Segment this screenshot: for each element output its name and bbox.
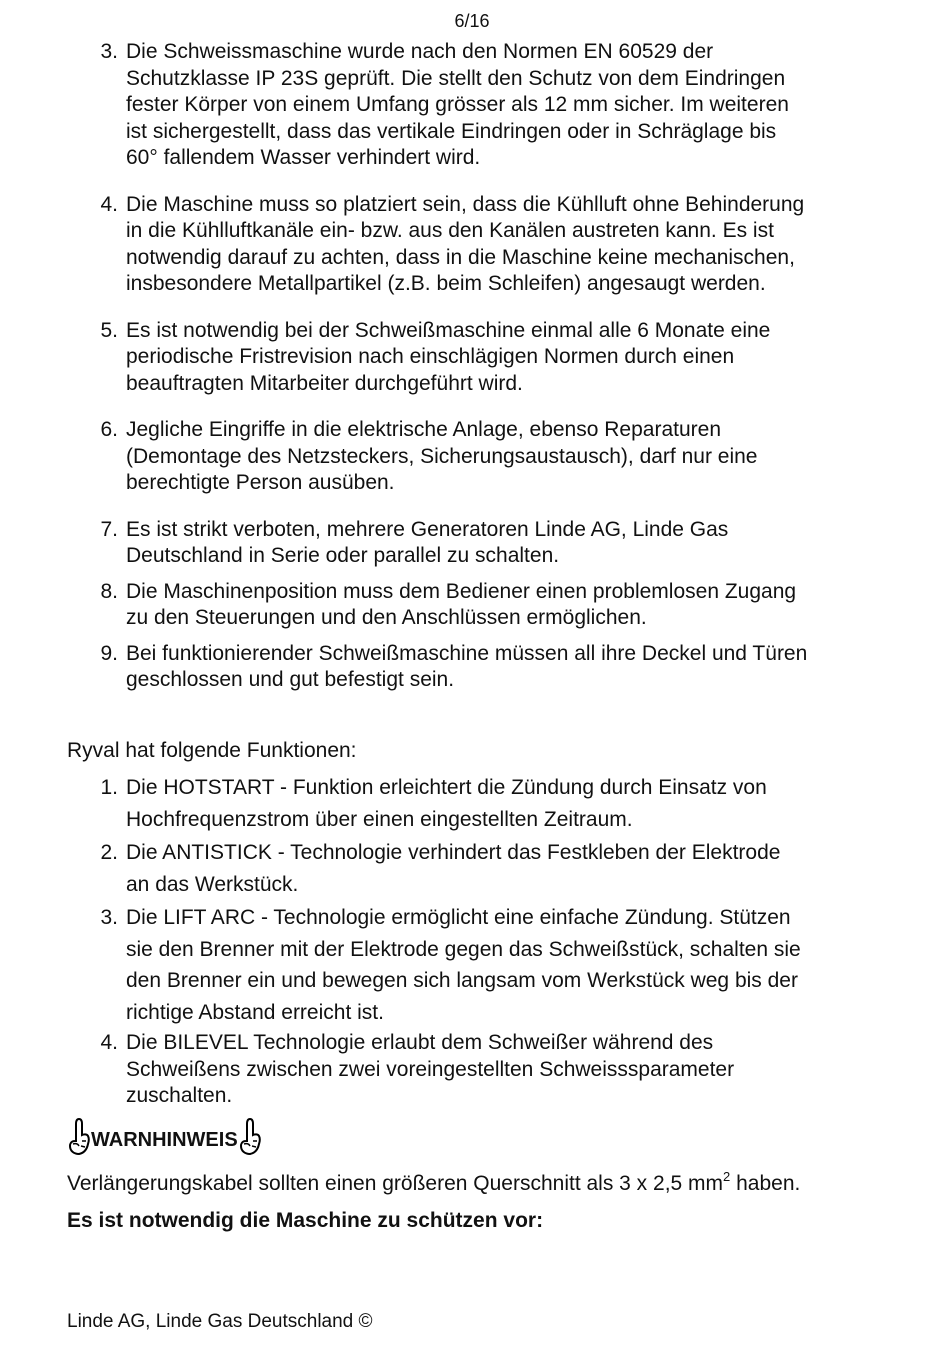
protection-heading: Es ist notwendig die Maschine zu schützen vor: — [67, 1209, 544, 1232]
list-item — [0, 39, 876, 172]
list-item — [0, 1030, 876, 1110]
item-line: zu den Steuerungen und den Anschlüssen ermöglichen. — [126, 606, 647, 629]
item-number: 8. — [100, 579, 118, 603]
item-number: 4. — [100, 192, 118, 216]
item-line: Jegliche Eingriffe in die elektrische Anlage, ebenso Reparaturen — [126, 418, 721, 441]
list-item — [0, 192, 876, 298]
list-item — [0, 517, 876, 570]
item-line: Die Schweissmaschine wurde nach den Normen EN 60529 der — [126, 40, 714, 63]
item-line: Es ist notwendig bei der Schweißmaschine einmal alle 6 Monate eine — [126, 318, 771, 342]
functions-intro: Ryval hat folgende Funktionen: — [67, 739, 357, 762]
item-line: Die Maschinenposition muss dem Bediener einen problemlosen Zugang — [126, 579, 797, 603]
pointing-hand-icon — [238, 1117, 262, 1157]
page-number: 6/16 — [454, 11, 490, 31]
item-number: 3. — [100, 40, 118, 63]
functions-list — [0, 772, 876, 1112]
item-line: Schutzklasse IP 23S geprüft. Die stellt den Schutz von dem Eindringen — [126, 66, 786, 90]
item-line: 60° fallendem Wasser verhindert wird. — [126, 146, 481, 169]
item-line: sie den Brenner mit der Elektrode gegen das Schweißstück, schalten sie — [126, 937, 801, 961]
cable-note-end: haben. — [730, 1172, 801, 1195]
item-line: (Demontage des Netzsteckers, Sicherungsaustausch), darf nur eine — [126, 444, 758, 468]
item-line: Schweißens zwischen zwei voreingestellten Schweisssparameter — [126, 1057, 735, 1081]
item-line: richtige Abstand erreicht ist. — [126, 1000, 384, 1024]
item-number: 1. — [100, 776, 118, 799]
item-line: notwendig darauf zu achten, dass in die Maschine keine mechanischen, — [126, 245, 795, 269]
list-item — [0, 579, 876, 632]
item-line: beauftragten Mitarbeiter durchgeführt wird. — [126, 371, 523, 395]
item-line: Hochfrequenzstrom über einen eingestellten Zeitraum. — [126, 807, 633, 831]
superscript: 2 — [723, 1169, 731, 1184]
list-item — [0, 641, 876, 694]
item-line: an das Werkstück. — [126, 872, 299, 896]
item-line: berechtigte Person ausüben. — [126, 471, 395, 494]
safety-list — [0, 39, 876, 714]
item-line: Die Maschine muss so platziert sein, dass die Kühlluft ohne Behinderung — [126, 192, 805, 216]
list-item — [0, 417, 876, 497]
item-number: 3. — [100, 906, 118, 929]
item-line: ist sichergestellt, dass das vertikale Eindringen oder in Schräglage bis — [126, 119, 777, 143]
item-number: 5. — [100, 318, 118, 342]
warning-heading — [67, 1113, 262, 1157]
item-line: Die ANTISTICK - Technologie verhindert das Festkleben der Elektrode — [126, 841, 781, 864]
item-number: 7. — [100, 517, 118, 541]
item-line: Die BILEVEL Technologie erlaubt dem Schweißer während des — [126, 1031, 714, 1054]
warning-label: WARNHINWEIS — [91, 1129, 238, 1151]
item-line: zuschalten. — [126, 1084, 233, 1107]
item-number: 4. — [100, 1031, 118, 1054]
item-line: in die Kühlluftkanäle ein- bzw. aus den Kanälen austreten kann. Es ist — [126, 219, 774, 242]
item-line: periodische Fristrevision nach einschlägigen Normen durch einen — [126, 345, 735, 368]
item-line: Deutschland in Serie oder parallel zu schalten. — [126, 544, 560, 567]
list-item — [0, 902, 876, 1028]
item-number: 9. — [100, 641, 118, 665]
cable-note — [67, 1170, 800, 1197]
cable-note-text: Verlängerungskabel sollten einen größeren Querschnitt als 3 x 2,5 mm — [67, 1172, 724, 1195]
item-number: 2. — [100, 841, 118, 864]
item-number: 6. — [100, 418, 118, 441]
item-line: Bei funktionierender Schweißmaschine müssen all ihre Deckel und Türen — [126, 641, 808, 665]
item-line: geschlossen und gut befestigt sein. — [126, 668, 455, 691]
pointing-hand-icon — [67, 1117, 91, 1157]
footer: Linde AG, Linde Gas Deutschland © — [67, 1311, 373, 1332]
list-item — [0, 772, 876, 835]
item-line: Es ist strikt verboten, mehrere Generatoren Linde AG, Linde Gas — [126, 517, 729, 541]
item-line: Die HOTSTART - Funktion erleichtert die Zündung durch Einsatz von — [126, 776, 767, 799]
item-line: den Brenner ein und bewegen sich langsam vom Werkstück weg bis der — [126, 969, 798, 992]
list-item — [0, 837, 876, 900]
item-line: insbesondere Metallpartikel (z.B. beim Schleifen) angesaugt werden. — [126, 272, 766, 295]
list-item — [0, 318, 876, 398]
item-line: Die LIFT ARC - Technologie ermöglicht eine einfache Zündung. Stützen — [126, 906, 791, 929]
item-line: fester Körper von einem Umfang grösser als 12 mm sicher. Im weiteren — [126, 93, 789, 116]
